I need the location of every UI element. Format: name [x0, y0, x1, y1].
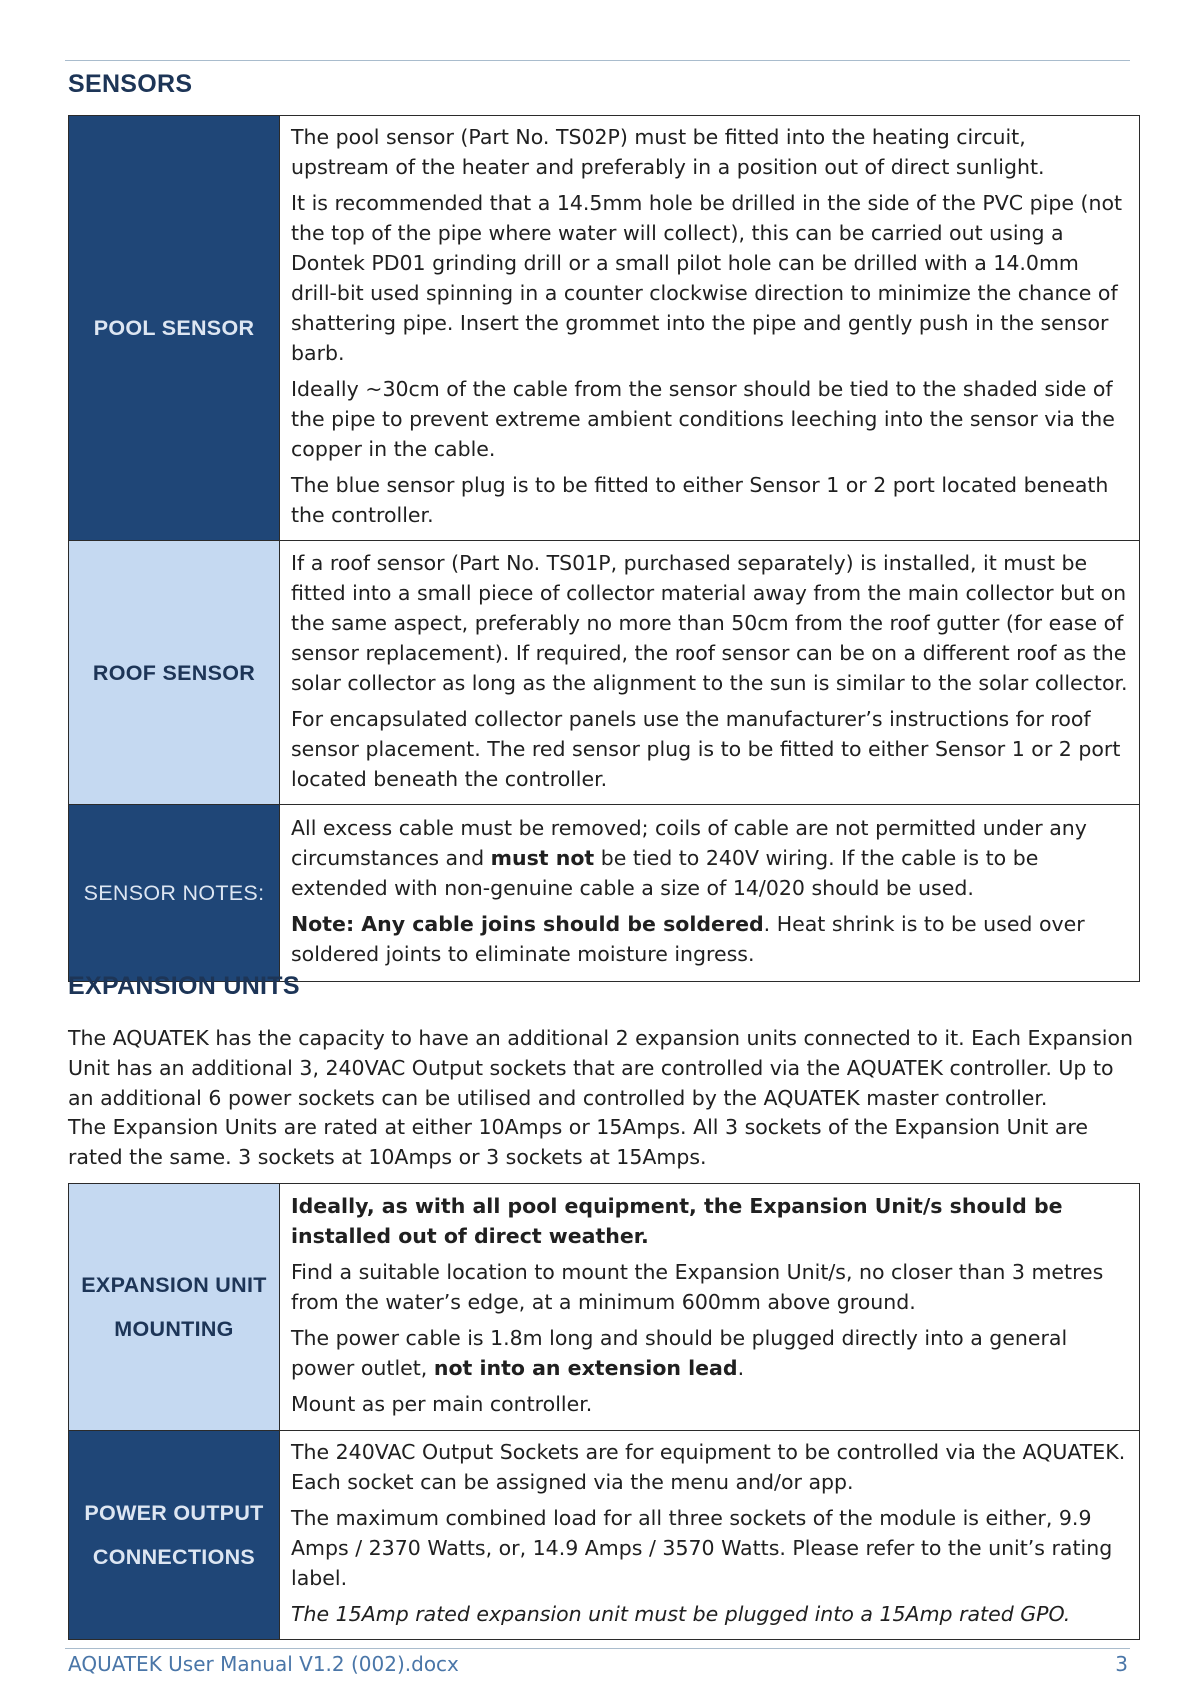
power-output-para-3: The 15Amp rated expansion unit must be plugged into a 15Amp rated GPO. — [291, 1602, 1071, 1626]
pool-sensor-label: POOL SENSOR — [69, 116, 280, 541]
footer-rule — [65, 1648, 1130, 1649]
expansion-mounting-label-line-1: EXPANSION UNIT — [81, 1273, 267, 1297]
sensors-heading: SENSORS — [68, 70, 193, 98]
power-output-content — [280, 1431, 1140, 1640]
pool-sensor-content — [280, 116, 1140, 541]
roof-sensor-content — [280, 541, 1140, 805]
sensor-notes-text-2b: . Heat shrink is to be used over soldered joints to eliminate moisture ingress. — [291, 912, 1085, 966]
roof-sensor-para-1: If a roof sensor (Part No. TS01P, purchased separately) is installed, it must be fitted into a small piece of collector material away from the main collector but on the same aspect, preferably no more than 50cm from the roof gutter (for ease of sensor replacement). If required, the roof sensor can be on a different roof as the solar collector as long as the alignment to the sun is similar to the solar collector. — [291, 550, 1128, 695]
table-row-sensor-notes — [69, 805, 1140, 982]
sensor-notes-emphasis-solder: Note: Any cable joins should be soldered — [291, 912, 764, 936]
expansion-intro — [68, 1024, 1143, 1173]
expansion-units-heading: EXPANSION UNITS — [68, 972, 300, 1000]
roof-sensor-para-2: For encapsulated collector panels use the manufacturer’s instructions for roof sensor placement. The red sensor plug is to be fitted to either Sensor 1 or 2 port located beneath the controller. — [291, 706, 1121, 791]
sensors-table — [68, 115, 1140, 982]
power-output-label-line-1: POWER OUTPUT — [84, 1501, 264, 1525]
power-output-label-line-2: CONNECTIONS — [92, 1545, 256, 1569]
footer-page-number: 3 — [1115, 1652, 1128, 1676]
pool-sensor-para-3: Ideally ~30cm of the cable from the sensor should be tied to the shaded side of the pipe to prevent extreme ambient conditions leeching into the sensor via the copper in the cable. — [291, 377, 1115, 461]
sensor-notes-para-1 — [291, 813, 1129, 903]
sensor-notes-label: SENSOR NOTES: — [69, 805, 280, 982]
pool-sensor-para-1: The pool sensor (Part No. TS02P) must be fitted into the heating circuit, upstream of the heater and preferably in a position out of direct sunlight. — [291, 125, 1045, 179]
pool-sensor-para-2: It is recommended that a 14.5mm hole be drilled in the side of the PVC pipe (not the top of the pipe where water will collect), this can be carried out using a Dontek PD01 grinding drill or a small pilot hole can be drilled with a 14.0mm drill-bit used spinning in a counter clockwise direction to minimize the chance of shattering pipe. Insert the grommet into the pipe and gently push in the sensor barb. — [291, 191, 1123, 365]
table-row-roof-sensor — [69, 541, 1140, 805]
sensor-notes-text-1a: All excess cable must be removed; coils of cable are not permitted under any circumstances and — [291, 816, 1087, 870]
expansion-table — [68, 1183, 1140, 1640]
table-row-power-output — [69, 1431, 1140, 1640]
expansion-mounting-text-3c: . — [737, 1356, 745, 1380]
expansion-mounting-para-3 — [291, 1323, 1129, 1383]
expansion-mounting-para-1: Ideally, as with all pool equipment, the Expansion Unit/s should be installed out of direct weather. — [291, 1194, 1063, 1248]
roof-sensor-label: ROOF SENSOR — [69, 541, 280, 805]
sensor-notes-content — [280, 805, 1140, 982]
power-output-label — [69, 1431, 280, 1640]
header-rule — [65, 60, 1130, 61]
sensor-notes-para-2 — [291, 909, 1129, 969]
table-row-pool-sensor — [69, 116, 1140, 541]
sensor-notes-text-1c: be tied to 240V wiring. If the cable is to be extended with non-genuine cable a size of 14/020 should be used. — [291, 846, 1039, 900]
power-output-para-2: The maximum combined load for all three sockets of the module is either, 9.9 Amps / 2370 Watts, or, 14.9 Amps / 3570 Watts. Please refer to the unit’s rating label. — [291, 1506, 1113, 1590]
expansion-mounting-para-4: Mount as per main controller. — [291, 1392, 593, 1416]
expansion-mounting-label-line-2: MOUNTING — [114, 1317, 234, 1341]
footer-document-name: AQUATEK User Manual V1.2 (002).docx — [68, 1652, 459, 1676]
expansion-mounting-para-2: Find a suitable location to mount the Expansion Unit/s, no closer than 3 metres from the water’s edge, at a minimum 600mm above ground. — [291, 1260, 1104, 1314]
expansion-mounting-label — [69, 1184, 280, 1431]
sensor-notes-emphasis-must-not: must not — [490, 846, 595, 870]
expansion-intro-para-1: The AQUATEK has the capacity to have an additional 2 expansion units connected to it. Each Expansion Unit has an additional 3, 240VAC Output sockets that are controlled via the AQUATEK controller. Up to an additional 6 power sockets can be utilised and controlled by the AQUATEK master controller. — [68, 1026, 1134, 1110]
table-row-expansion-mounting — [69, 1184, 1140, 1431]
expansion-mounting-emphasis-extension: not into an extension lead — [433, 1356, 738, 1380]
pool-sensor-para-4: The blue sensor plug is to be fitted to either Sensor 1 or 2 port located beneath the controller. — [291, 473, 1109, 527]
expansion-mounting-content — [280, 1184, 1140, 1431]
power-output-para-1: The 240VAC Output Sockets are for equipment to be controlled via the AQUATEK. Each socket can be assigned via the menu and/or app. — [291, 1440, 1126, 1494]
expansion-mounting-text-3a: The power cable is 1.8m long and should be plugged directly into a general power outlet, — [291, 1326, 1068, 1380]
expansion-intro-para-2: The Expansion Units are rated at either 10Amps or 15Amps. All 3 sockets of the Expansion Unit are rated the same. 3 sockets at 10Amps or 3 sockets at 15Amps. — [68, 1115, 1088, 1170]
